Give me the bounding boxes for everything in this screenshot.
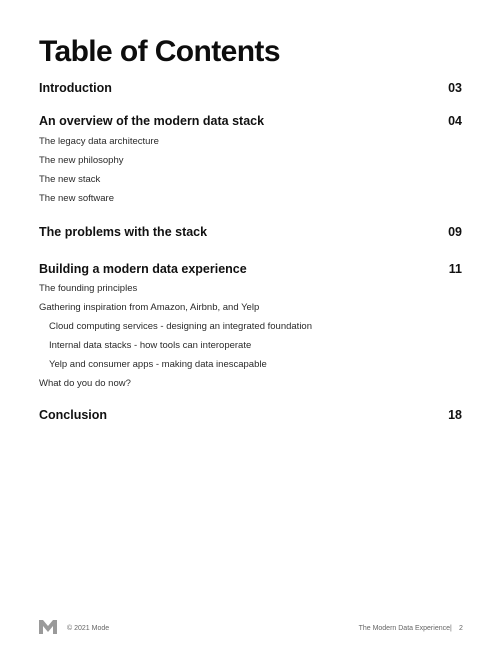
toc-section-building[interactable] [39, 261, 462, 277]
toc-section-title: An overview of the modern data stack [39, 114, 265, 128]
toc-subitem[interactable]: What do you do now? [39, 378, 131, 389]
page-title: Table of Contents [39, 35, 280, 68]
toc-section-conclusion[interactable] [39, 407, 462, 423]
footer-separator: | [450, 625, 452, 632]
toc-subitem[interactable]: The new stack [39, 174, 101, 185]
toc-subitem[interactable]: Yelp and consumer apps - making data inescapable [49, 359, 267, 370]
toc-section-overview[interactable] [39, 113, 462, 129]
mode-logo-icon [39, 620, 57, 634]
toc-section-problems[interactable] [39, 224, 462, 240]
document-title: The Modern Data Experience [358, 625, 450, 632]
toc-subitem[interactable]: The new software [39, 193, 114, 204]
toc-section-page: 18 [448, 408, 462, 422]
toc-subitem[interactable]: Gathering inspiration from Amazon, Airbnb, and Yelp [39, 302, 260, 313]
toc-subitem[interactable]: The founding principles [39, 283, 138, 294]
copyright-text: © 2021 Mode [67, 625, 110, 632]
toc-section-introduction[interactable] [39, 80, 462, 96]
page-number: 2 [459, 625, 463, 632]
page-footer [0, 618, 500, 638]
toc-subitem[interactable]: Internal data stacks - how tools can interoperate [49, 340, 252, 351]
toc-section-title: Conclusion [39, 408, 108, 422]
toc-subitem[interactable]: The legacy data architecture [39, 136, 159, 147]
table-of-contents [39, 72, 462, 423]
toc-section-page: 03 [448, 81, 462, 95]
toc-section-page: 09 [448, 225, 462, 239]
toc-section-page: 04 [448, 114, 462, 128]
toc-subitem[interactable]: Cloud computing services - designing an integrated foundation [49, 321, 312, 332]
toc-section-title: Introduction [39, 81, 112, 95]
toc-section-title: Building a modern data experience [39, 262, 247, 276]
toc-subitem[interactable]: The new philosophy [39, 155, 124, 166]
toc-section-page: 11 [448, 262, 462, 276]
toc-section-title: The problems with the stack [39, 225, 208, 239]
